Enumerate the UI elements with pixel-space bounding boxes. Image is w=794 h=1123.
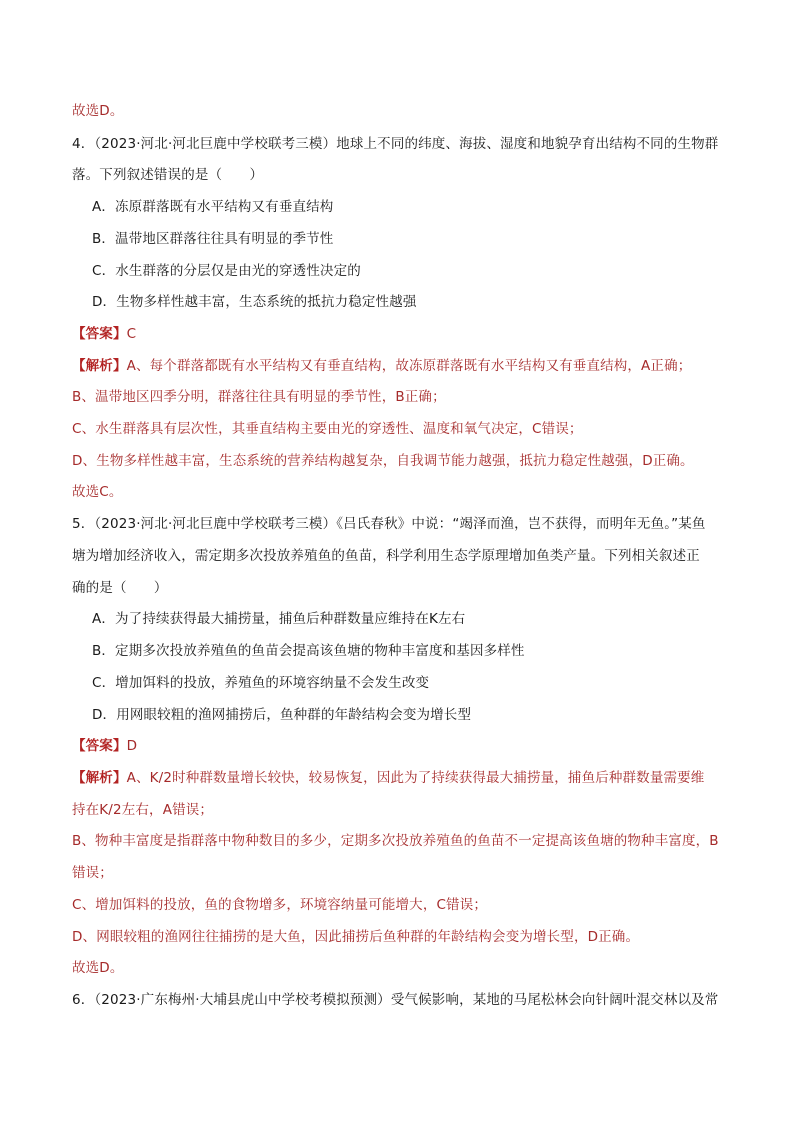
question-5-option-b: B．定期多次投放养殖鱼的鱼苗会提高该鱼塘的物种丰富度和基因多样性: [92, 643, 525, 659]
question-4-option-a: A．冻原群落既有水平结构又有垂直结构: [92, 199, 334, 215]
question-4-analysis-d: D、生物多样性越丰富，生态系统的营养结构越复杂，自我调节能力越强，抵抗力稳定性越强，D正确。: [72, 453, 694, 469]
question-4-stem-line-1: 4．（2023·河北·河北巨鹿中学校联考三模）地球上不同的纬度、海拔、湿度和地貌孕育出结构不同的生物群: [72, 136, 719, 152]
question-5-option-a: A．为了持续获得最大捕捞量，捕鱼后种群数量应维持在K左右: [92, 611, 466, 627]
question-4-analysis: [72, 356, 738, 376]
question-5-analysis: [72, 768, 738, 788]
analysis-tag: 【解析】: [72, 358, 127, 374]
question-5-analysis-d: D、网眼较粗的渔网往往捕捞的是大鱼，因此捕捞后鱼种群的年龄结构会变为增长型，D正确。: [72, 929, 640, 945]
question-4-analysis-c: C、水生群落具有层次性，其垂直结构主要由光的穿透性、温度和氧气决定，C错误；: [72, 421, 583, 437]
question-4-option-b: B．温带地区群落往往具有明显的季节性: [92, 231, 334, 247]
conclusion-q5: 故选D。: [72, 960, 124, 976]
analysis-text: A、K/2时种群数量增长较快，较易恢复，因此为了持续获得最大捕捞量，捕鱼后种群数量需要维: [126, 770, 705, 786]
conclusion-q4: 故选C。: [72, 484, 123, 500]
question-5-option-c: C．增加饵料的投放，养殖鱼的环境容纳量不会发生改变: [92, 675, 430, 691]
question-5-analysis-b-cont: 错误；: [72, 865, 113, 881]
question-5-analysis-b: B、物种丰富度是指群落中物种数目的多少，定期多次投放养殖鱼的鱼苗不一定提高该鱼塘的物种丰富度，B: [72, 833, 719, 849]
question-6-stem-line-1: 6．（2023·广东梅州·大埔县虎山中学校考模拟预测）受气候影响，某地的马尾松林会向针阔叶混交林以及常: [72, 992, 719, 1008]
question-5-answer: [72, 736, 738, 756]
question-5-analysis-c: C、增加饵料的投放，鱼的食物增多，环境容纳量可能增大，C错误；: [72, 897, 488, 913]
question-5-stem-line-1: 5．（2023·河北·河北巨鹿中学校联考三模）《吕氏春秋》中说：“竭泽而渔，岂不获得，而明年无鱼。”某鱼: [72, 516, 706, 532]
answer-value: D: [126, 738, 138, 754]
answer-tag: 【答案】: [72, 326, 127, 342]
question-4-stem-line-2: 落。下列叙述错误的是（ ）: [72, 167, 264, 183]
question-4-option-c: C．水生群落的分层仅是由光的穿透性决定的: [92, 263, 361, 279]
conclusion-q3: 故选D。: [72, 103, 124, 119]
question-5-stem-line-3: 确的是（ ）: [72, 580, 168, 596]
question-4-option-d: D．生物多样性越丰富，生态系统的抵抗力稳定性越强: [92, 294, 417, 310]
question-4-analysis-b: B、温带地区四季分明，群落往往具有明显的季节性，B正确；: [72, 389, 446, 405]
answer-tag: 【答案】: [72, 738, 127, 754]
question-5-option-d: D．用网眼较粗的渔网捕捞后，鱼种群的年龄结构会变为增长型: [92, 707, 472, 723]
analysis-tag: 【解析】: [72, 770, 127, 786]
question-4-answer: [72, 324, 738, 344]
question-5-analysis-a-cont: 持在K/2左右，A错误；: [72, 802, 214, 818]
question-5-stem-line-2: 塘为增加经济收入，需定期多次投放养殖鱼的鱼苗，科学利用生态学原理增加鱼类产量。下列相关叙述正: [72, 548, 700, 564]
answer-value: C: [126, 326, 137, 342]
analysis-text: A、每个群落都既有水平结构又有垂直结构，故冻原群落既有水平结构又有垂直结构，A正确；: [126, 358, 692, 374]
